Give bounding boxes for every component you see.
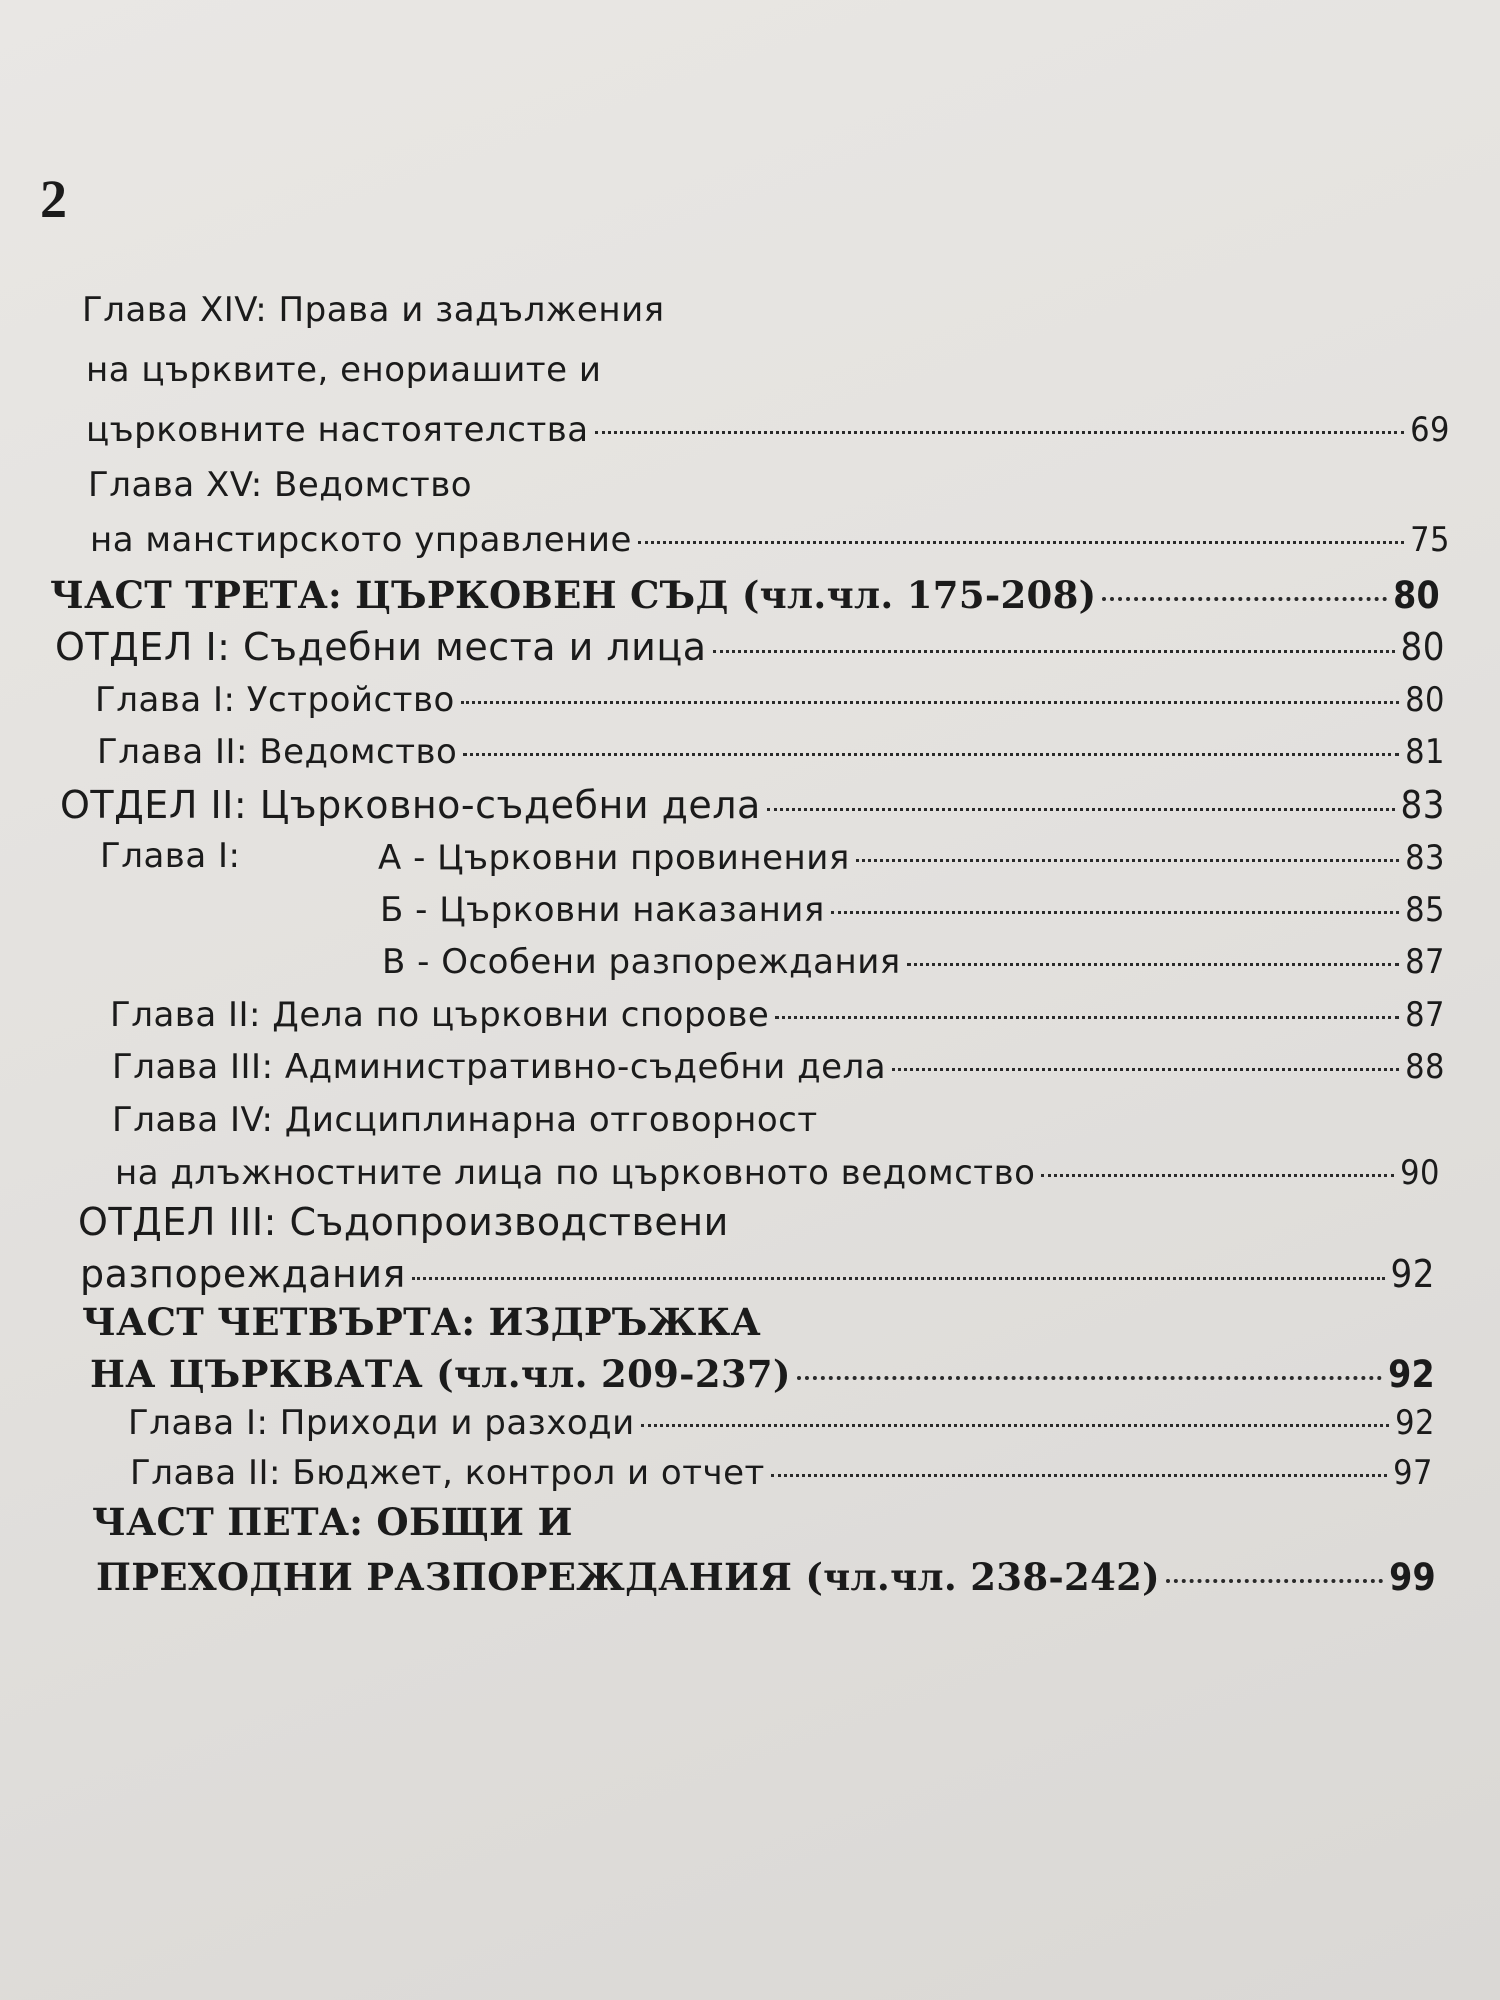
toc-page-number: 90 [1400,1153,1440,1193]
dot-leader [775,1016,1399,1019]
toc-entry-text: ПРЕХОДНИ РАЗПОРЕЖДАНИЯ (чл.чл. 238-242) [96,1555,1160,1599]
toc-entry [86,410,1450,450]
toc-page-number: 85 [1405,890,1445,930]
toc-entry-text: църковните настоятелства [86,410,589,450]
toc-entry [60,783,1445,827]
toc-entry [90,520,1450,560]
toc-page-number: 69 [1410,410,1450,450]
toc-entry [88,465,472,505]
dot-leader [767,808,1395,811]
toc-entry [100,836,240,876]
toc-page-number: 97 [1393,1453,1433,1493]
dot-leader [412,1277,1385,1280]
toc-entry [95,680,1445,720]
toc-entry-text: ЧАСТ ПЕТА: ОБЩИ И [92,1500,573,1544]
toc-entry-text: НА ЦЪРКВАТА (чл.чл. 209-237) [90,1352,791,1396]
toc-entry [86,350,601,390]
toc-page-number: 83 [1405,838,1445,878]
toc-entry [378,838,1445,878]
toc-page-number: 99 [1389,1556,1436,1599]
toc-entry-text: на църквите, енориашите и [86,350,602,390]
toc-entry-text: Глава IV: Дисциплинарна отговорност [112,1100,818,1140]
toc-entry [50,573,1440,617]
toc-page-number: 80 [1405,680,1445,720]
toc-entry-text: Б - Църковни наказания [380,890,825,930]
toc-page-number: 92 [1395,1403,1435,1443]
toc-entry [112,1047,1445,1087]
toc-entry [80,1252,1435,1296]
toc-page-number: 83 [1400,783,1445,827]
dot-leader [1166,1579,1383,1583]
dot-leader [797,1376,1382,1380]
toc-page-number: 92 [1388,1353,1435,1396]
toc-entry [55,625,1445,669]
toc-entry [97,732,1445,772]
toc-page-number: 80 [1393,574,1440,617]
toc-entry [90,1352,1435,1396]
toc-page-number: 87 [1405,995,1445,1035]
dot-leader [771,1474,1387,1477]
toc-entry [82,1300,761,1344]
toc-entry-text: ЧАСТ ТРЕТА: ЦЪРКОВЕН СЪД (чл.чл. 175-208) [50,573,1097,617]
toc-entry-text: ОТДЕЛ III: Съдопроизводствени [78,1200,729,1244]
toc-page-number: 80 [1400,625,1445,669]
dot-leader [831,911,1399,914]
dot-leader [1102,597,1387,601]
dot-leader [856,859,1399,862]
toc-entry-text: А - Църковни провинения [378,838,850,878]
toc-entry-text: ОТДЕЛ II: Църковно-съдебни дела [60,783,761,827]
dot-leader [713,650,1395,653]
toc-page-number: 75 [1410,520,1450,560]
toc-entry-text: ЧАСТ ЧЕТВЪРТА: ИЗДРЪЖКА [82,1300,761,1344]
toc-entry-text: Глава XIV: Права и задължения [82,290,665,330]
toc-entry-text: Глава III: Административно-съдебни дела [112,1047,887,1087]
toc-entry [82,290,665,330]
toc-entry-text: Глава I: [100,836,241,876]
toc-entry-text: Глава I: Приходи и разходи [128,1403,635,1443]
dot-leader [461,701,1399,704]
dot-leader [892,1068,1399,1071]
toc-page-number: 88 [1405,1047,1445,1087]
toc-entry-text: Глава II: Дела по църковни спорове [110,995,770,1035]
toc-entry-text: Глава II: Бюджет, контрол и отчет [130,1453,765,1493]
dot-leader [907,963,1399,966]
toc-entry-text: ОТДЕЛ I: Съдебни места и лица [55,625,707,669]
toc-entry [128,1403,1435,1443]
toc-entry [112,1100,818,1140]
page-number: 2 [40,169,68,229]
toc-entry [382,942,1445,982]
toc-page-number: 87 [1405,942,1445,982]
dot-leader [595,431,1404,434]
toc-page-number: 92 [1390,1252,1435,1296]
toc-entry [92,1500,573,1544]
toc-page-number: 81 [1405,732,1445,772]
toc-entry-text: Глава II: Ведомство [97,732,458,772]
dot-leader [1041,1174,1394,1177]
toc-entry-text: на длъжностните лица по църковното ведомство [115,1153,1036,1193]
toc-entry-text: В - Особени разпореждания [382,942,901,982]
toc-entry [380,890,1445,930]
dot-leader [638,541,1404,544]
dot-leader [641,1424,1389,1427]
toc-entry [96,1555,1436,1599]
toc-entry-text: Глава XV: Ведомство [88,465,473,505]
toc-entry-text: разпореждания [80,1252,406,1296]
toc-entry [115,1153,1440,1193]
toc-entry [78,1200,729,1244]
dot-leader [463,753,1399,756]
toc-entry-text: на манстирското управление [90,520,632,560]
toc-entry-text: Глава I: Устройство [95,680,455,720]
toc-entry [110,995,1445,1035]
toc-entry [130,1453,1433,1493]
